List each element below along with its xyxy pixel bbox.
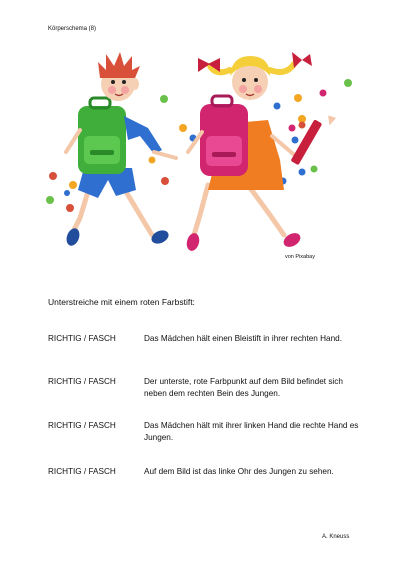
answer-choice[interactable]: RICHTIG / FASCH — [48, 334, 116, 343]
statement-text: Der unterste, rote Farbpunkt auf dem Bild befindet sich neben dem rechten Bein des Jungen. — [144, 377, 343, 398]
instruction-text: Unterstreiche mit einem roten Farbstift: — [48, 297, 195, 307]
author-name: A. Kneuss — [322, 534, 350, 540]
statement-text: Das Mädchen hält einen Bleistift in ihrer rechten Hand. — [144, 334, 342, 343]
hair-bow-right — [292, 52, 312, 68]
answer-choice[interactable]: RICHTIG / FASCH — [48, 421, 116, 430]
children-illustration — [40, 40, 360, 255]
statement-text: Das Mädchen hält mit ihrer linken Hand die rechte Hand es Jungen. — [144, 421, 359, 442]
statement-text: Auf dem Bild ist das linke Ohr des Jungen zu sehen. — [144, 467, 334, 476]
answer-choice[interactable]: RICHTIG / FASCH — [48, 377, 116, 386]
girl-figure — [185, 52, 336, 252]
answer-choice[interactable]: RICHTIG / FASCH — [48, 467, 116, 476]
image-credit: von Pixabay — [285, 254, 315, 260]
boy-figure — [64, 52, 176, 248]
page-title: Körperschema (8) — [48, 26, 97, 32]
